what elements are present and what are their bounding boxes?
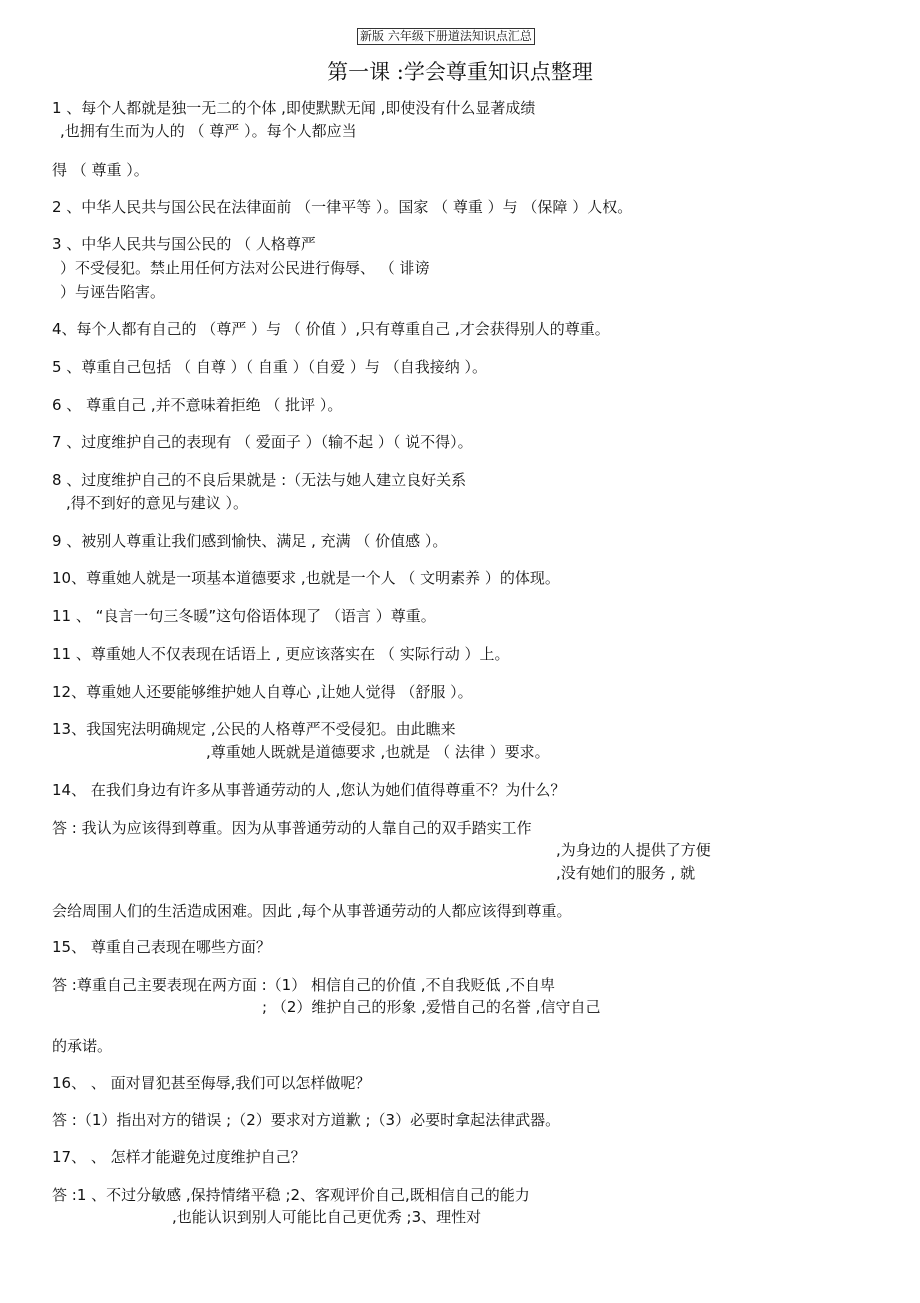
text-line: 7 、过度维护自己的表现有 （ 爱面子 ）（输不起 ）（ 说不得）。 — [52, 433, 473, 451]
text-line: 14、 在我们身边有许多从事普通劳动的人 ,您认为她们值得尊重不？为什么？ — [52, 781, 566, 799]
text-line: 13、我国宪法明确规定 ,公民的人格尊严不受侵犯。由此瞧来 — [52, 720, 456, 738]
text-line: 10、尊重她人就是一项基本道德要求 ,也就是一个人 （ 文明素养 ）的体现。 — [52, 569, 560, 587]
text-line: ,得不到好的意见与建议 ）。 — [66, 494, 249, 512]
page-header: 新版 六年级下册道法知识点汇总 — [357, 28, 535, 45]
text-line: 得 （ 尊重 ）。 — [52, 161, 149, 179]
text-line: ,也拥有生而为人的 （ 尊严 ）。每个人都应当 — [60, 122, 357, 140]
text-line: ,尊重她人既就是道德要求 ,也就是 （ 法律 ）要求。 — [206, 743, 550, 761]
text-line: 15、 尊重自己表现在哪些方面？ — [52, 938, 271, 956]
text-line: 3 、中华人民共与国公民的 （ 人格尊严 — [52, 235, 316, 253]
text-line: 6 、 尊重自己 ,并不意味着拒绝 （ 批评 ）。 — [52, 396, 343, 414]
text-line: 答 :1 、不过分敏感 ,保持情绪平稳 ;2、客观评价自己,既相信自己的能力 — [52, 1186, 530, 1204]
text-line: ）与诬告陷害。 — [60, 283, 166, 301]
text-line: ,为身边的人提供了方便 — [556, 841, 711, 859]
text-line: 5 、尊重自己包括 （ 自尊 ）（ 自重 ）（自爱 ）与 （自我接纳 ）。 — [52, 358, 487, 376]
text-line: 8 、过度维护自己的不良后果就是 :（无法与她人建立良好关系 — [52, 471, 467, 489]
text-line: 16、 、 面对冒犯甚至侮辱,我们可以怎样做呢？ — [52, 1074, 371, 1092]
text-line: 会给周围人们的生活造成困难。因此 ,每个从事普通劳动的人都应该得到尊重。 — [52, 902, 572, 920]
text-line: 答 : 我认为应该得到尊重。因为从事普通劳动的人靠自己的双手踏实工作 — [52, 819, 532, 837]
text-line: 2 、中华人民共与国公民在法律面前 （一律平等 ）。国家 （ 尊重 ）与 （保障 ）人权。 — [52, 198, 633, 216]
text-line: 的承诺。 — [52, 1037, 113, 1055]
text-line: 4、每个人都有自己的 （尊严 ）与 （ 价值 ）,只有尊重自己 ,才会获得别人的尊重。 — [52, 320, 610, 338]
text-line: 答 :尊重自己主要表现在两方面 :（1） 相信自己的价值 ,不自我贬低 ,不自卑 — [52, 976, 556, 994]
text-line: ,没有她们的服务 , 就 — [556, 864, 696, 882]
text-line: 11 、尊重她人不仅表现在话语上 , 更应该落实在 （ 实际行动 ）上。 — [52, 645, 510, 663]
text-line: ,也能认识到别人可能比自己更优秀 ;3、理性对 — [172, 1208, 482, 1226]
text-line: 答 :（1）指出对方的错误 ;（2）要求对方道歉 ;（3）必要时拿起法律武器。 — [52, 1111, 561, 1129]
text-line: 11 、 “良言一句三冬暖”这句俗语体现了 （语言 ）尊重。 — [52, 607, 436, 625]
text-line: ）不受侵犯。禁止用任何方法对公民进行侮辱、 （ 诽谤 — [60, 259, 430, 277]
text-line: 9 、被别人尊重让我们感到愉快、满足 , 充满 （ 价值感 ）。 — [52, 532, 448, 550]
text-line: 17、 、 怎样才能避免过度维护自己？ — [52, 1148, 306, 1166]
text-line: 12、尊重她人还要能够维护她人自尊心 ,让她人觉得 （舒服 ）。 — [52, 683, 473, 701]
text-line: 1 、每个人都就是独一无二的个体 ,即使默默无闻 ,即使没有什么显著成绩 — [52, 99, 536, 117]
page-title: 第一课 :学会尊重知识点整理 — [327, 60, 593, 84]
text-line: ; （2）维护自己的形象 ,爱惜自己的名誉 ,信守自己 — [262, 998, 601, 1016]
